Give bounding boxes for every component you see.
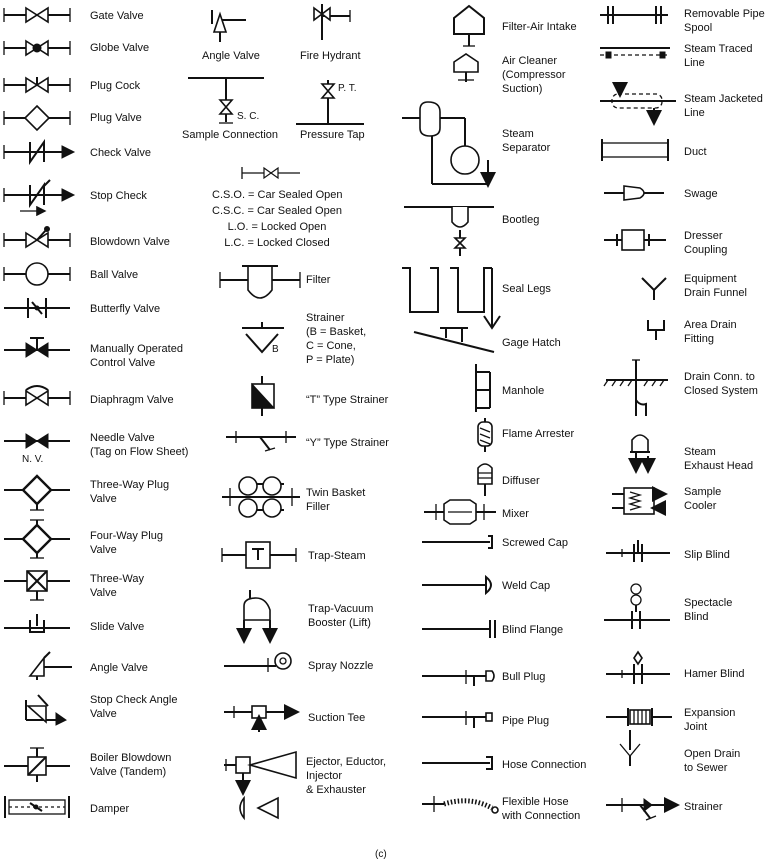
label-angle-valve-top: Angle Valve (202, 50, 260, 62)
label-filter: Filter (306, 274, 331, 286)
label-removable-pipe-spool: Removable Pipe Spool (684, 8, 765, 34)
label-steam-separator: Steam Separator (502, 128, 551, 154)
needle-valve-tag: N. V. (22, 454, 44, 465)
label-air-cleaner: Air Cleaner (Compressor Suction) (502, 55, 566, 95)
label-flexible-hose: Flexible Hose with Connection (502, 796, 581, 822)
label-stop-check-angle-valve: Stop Check Angle Valve (90, 694, 178, 720)
label-spectacle-blind: Spectacle Blind (684, 597, 733, 623)
label-plug-cock: Plug Cock (90, 80, 141, 92)
plug-valve-icon (4, 106, 70, 130)
blowdown-valve-icon (4, 227, 70, 248)
hose-connection-icon (422, 757, 492, 769)
four-way-plug-valve-icon (4, 520, 70, 558)
label-hamer-blind: Hamer Blind (684, 668, 745, 680)
strainer-tag: B (272, 344, 279, 355)
label-twin-basket-filler: Twin Basket Filler (306, 487, 366, 513)
label-hose-connection: Hose Connection (502, 759, 587, 771)
label-slide-valve: Slide Valve (90, 621, 145, 633)
label-trap-vacuum-booster: Trap-Vacuum Booster (Lift) (308, 603, 374, 629)
label-steam-exhaust-head: Steam Exhaust Head (684, 446, 754, 472)
pressure-tap-tag: P. T. (338, 83, 357, 94)
check-valve-icon (4, 142, 74, 162)
needle-valve-icon (4, 434, 70, 448)
steam-exhaust-head-icon (630, 435, 650, 470)
spray-nozzle-icon (224, 653, 291, 672)
blind-flange-icon (422, 620, 495, 638)
label-swage: Swage (684, 188, 718, 200)
label-diaphragm-valve: Diaphragm Valve (90, 394, 174, 406)
label-butterfly-valve: Butterfly Valve (90, 303, 161, 315)
label-stop-check: Stop Check (90, 190, 147, 202)
label-dresser-coupling: Dresser Coupling (684, 230, 728, 256)
label-gate-valve: Gate Valve (90, 10, 144, 22)
steam-traced-line-icon (600, 48, 670, 58)
label-bootleg: Bootleg (502, 214, 540, 226)
label-angle-valve: Angle Valve (90, 662, 148, 674)
label-manhole: Manhole (502, 385, 545, 397)
sample-cooler-icon (612, 488, 664, 514)
label-trap-steam: Trap-Steam (308, 550, 366, 562)
duct-icon (602, 139, 668, 161)
label-suction-tee: Suction Tee (308, 712, 366, 724)
label-steam-jacketed-line: Steam Jacketed Line (684, 93, 763, 119)
label-steam-traced-line: Steam Traced Line (684, 43, 753, 69)
label-equipment-drain-funnel: Equipment Drain Funnel (684, 273, 747, 299)
hamer-blind-icon (606, 652, 670, 684)
fire-hydrant-icon (314, 4, 350, 40)
label-damper: Damper (90, 803, 130, 815)
label-sample-cooler: Sample Cooler (684, 486, 722, 512)
expansion-joint-icon (606, 708, 672, 726)
angle-valve-icon (30, 652, 72, 680)
label-duct: Duct (684, 146, 707, 158)
drain-conn-closed-icon (604, 360, 668, 416)
three-way-plug-valve-icon (4, 476, 70, 510)
bootleg-icon (404, 207, 494, 256)
flame-arrester-icon (478, 418, 492, 452)
abbreviation-csc: C.S.C. = Car Sealed Open (212, 205, 342, 217)
label-ball-valve: Ball Valve (90, 269, 139, 281)
swage-icon (604, 186, 664, 200)
flexible-hose-icon (422, 796, 498, 813)
label-sample-connection: Sample Connection (182, 129, 279, 141)
label-three-way-plug-valve: Three-Way Plug Valve (90, 479, 170, 505)
air-cleaner-icon (454, 54, 478, 82)
label-bull-plug: Bull Plug (502, 671, 546, 683)
label-expansion-joint: Expansion Joint (684, 707, 736, 733)
label-boiler-blowdown-valve: Boiler Blowdown Valve (Tandem) (90, 752, 172, 778)
label-gage-hatch: Gage Hatch (502, 337, 561, 349)
label-manual-control-valve: Manually Operated Control Valve (90, 343, 183, 369)
suction-tee-icon (224, 706, 296, 732)
stop-check-icon (4, 180, 74, 211)
stop-check-angle-valve-icon (26, 695, 66, 725)
strainer-line-icon (606, 798, 676, 820)
gage-hatch-icon (414, 328, 494, 352)
steam-separator-icon (402, 102, 488, 184)
three-way-valve-icon (4, 571, 70, 600)
boiler-blowdown-valve-icon (4, 748, 70, 782)
label-pipe-plug: Pipe Plug (502, 715, 550, 727)
label-check-valve: Check Valve (90, 147, 151, 159)
label-globe-valve: Globe Valve (90, 42, 150, 54)
label-weld-cap: Weld Cap (502, 580, 551, 592)
label-four-way-plug-valve: Four-Way Plug Valve (90, 530, 163, 556)
globe-valve-icon (4, 41, 70, 55)
spectacle-blind-icon (604, 584, 670, 629)
label-diffuser: Diffuser (502, 475, 540, 487)
t-type-strainer-icon (252, 376, 274, 416)
gate-valve-icon (4, 8, 70, 22)
abbreviation-lo: L.O. = Locked Open (227, 221, 327, 233)
label-ejector: Ejector, Eductor, Injector & Exhauster (306, 756, 387, 796)
label-needle-valve: Needle Valve (Tag on Flow Sheet) (90, 432, 189, 458)
diaphragm-valve-icon (4, 386, 70, 405)
removable-pipe-spool-icon (600, 6, 668, 24)
label-area-drain-fitting: Area Drain Fitting (684, 319, 737, 345)
car-sealed-valve-icon (242, 167, 300, 179)
label-slip-blind: Slip Blind (684, 549, 730, 561)
ball-valve-icon (4, 263, 70, 285)
mixer-icon (424, 500, 496, 524)
angle-valve-top-icon (212, 10, 246, 42)
plug-cock-icon (4, 77, 70, 92)
damper-icon (5, 796, 69, 818)
label-fire-hydrant: Fire Hydrant (300, 50, 361, 62)
figure-caption: (c) (375, 849, 387, 860)
label-strainer-line: Strainer (684, 801, 723, 813)
label-plug-valve: Plug Valve (90, 112, 142, 124)
steam-jacketed-line-icon (600, 84, 676, 122)
screwed-cap-icon (422, 536, 492, 548)
y-type-strainer-icon (226, 431, 296, 451)
ejector-icon (224, 752, 296, 818)
sample-connection-tag: S. C. (237, 111, 260, 122)
label-flame-arrester: Flame Arrester (502, 428, 575, 440)
abbreviation-cso: C.S.O. = Car Sealed Open (212, 189, 343, 201)
label-blowdown-valve: Blowdown Valve (90, 236, 170, 248)
label-t-type-strainer: “T” Type Strainer (306, 394, 389, 406)
seal-legs-icon (402, 268, 500, 328)
trap-steam-icon (222, 542, 296, 568)
butterfly-valve-icon (4, 298, 70, 318)
trap-vacuum-booster-icon (244, 590, 270, 640)
label-y-type-strainer: “Y” Type Strainer (306, 437, 389, 449)
diffuser-icon (478, 464, 492, 496)
slip-blind-icon (606, 540, 670, 562)
abbreviation-lc: L.C. = Locked Closed (224, 237, 330, 249)
label-pressure-tap: Pressure Tap (300, 129, 365, 141)
label-blind-flange: Blind Flange (502, 624, 564, 636)
open-drain-sewer-icon (620, 730, 640, 766)
slide-valve-icon (4, 614, 70, 632)
label-open-drain-sewer: Open Drain to Sewer (684, 748, 741, 774)
weld-cap-icon (422, 577, 491, 593)
dresser-coupling-icon (604, 230, 666, 250)
bull-plug-icon (422, 670, 494, 686)
label-seal-legs: Seal Legs (502, 283, 551, 295)
manhole-icon (476, 364, 490, 412)
equipment-drain-funnel-icon (642, 278, 666, 300)
twin-basket-filler-icon (222, 477, 300, 517)
label-drain-conn-closed: Drain Conn. to Closed System (684, 371, 758, 397)
label-three-way-valve: Three-Way Valve (90, 573, 144, 599)
label-filter-air-intake: Filter-Air Intake (502, 21, 577, 33)
label-spray-nozzle: Spray Nozzle (308, 660, 374, 672)
pipe-plug-icon (422, 711, 492, 728)
area-drain-fitting-icon (648, 320, 664, 340)
label-screwed-cap: Screwed Cap (502, 537, 569, 549)
filter-air-intake-icon (454, 6, 484, 46)
label-strainer: Strainer (B = Basket, C = Cone, P = Plate) (306, 312, 367, 366)
manual-control-valve-icon (4, 338, 70, 357)
filter-icon (220, 266, 300, 298)
label-mixer: Mixer (502, 508, 529, 520)
